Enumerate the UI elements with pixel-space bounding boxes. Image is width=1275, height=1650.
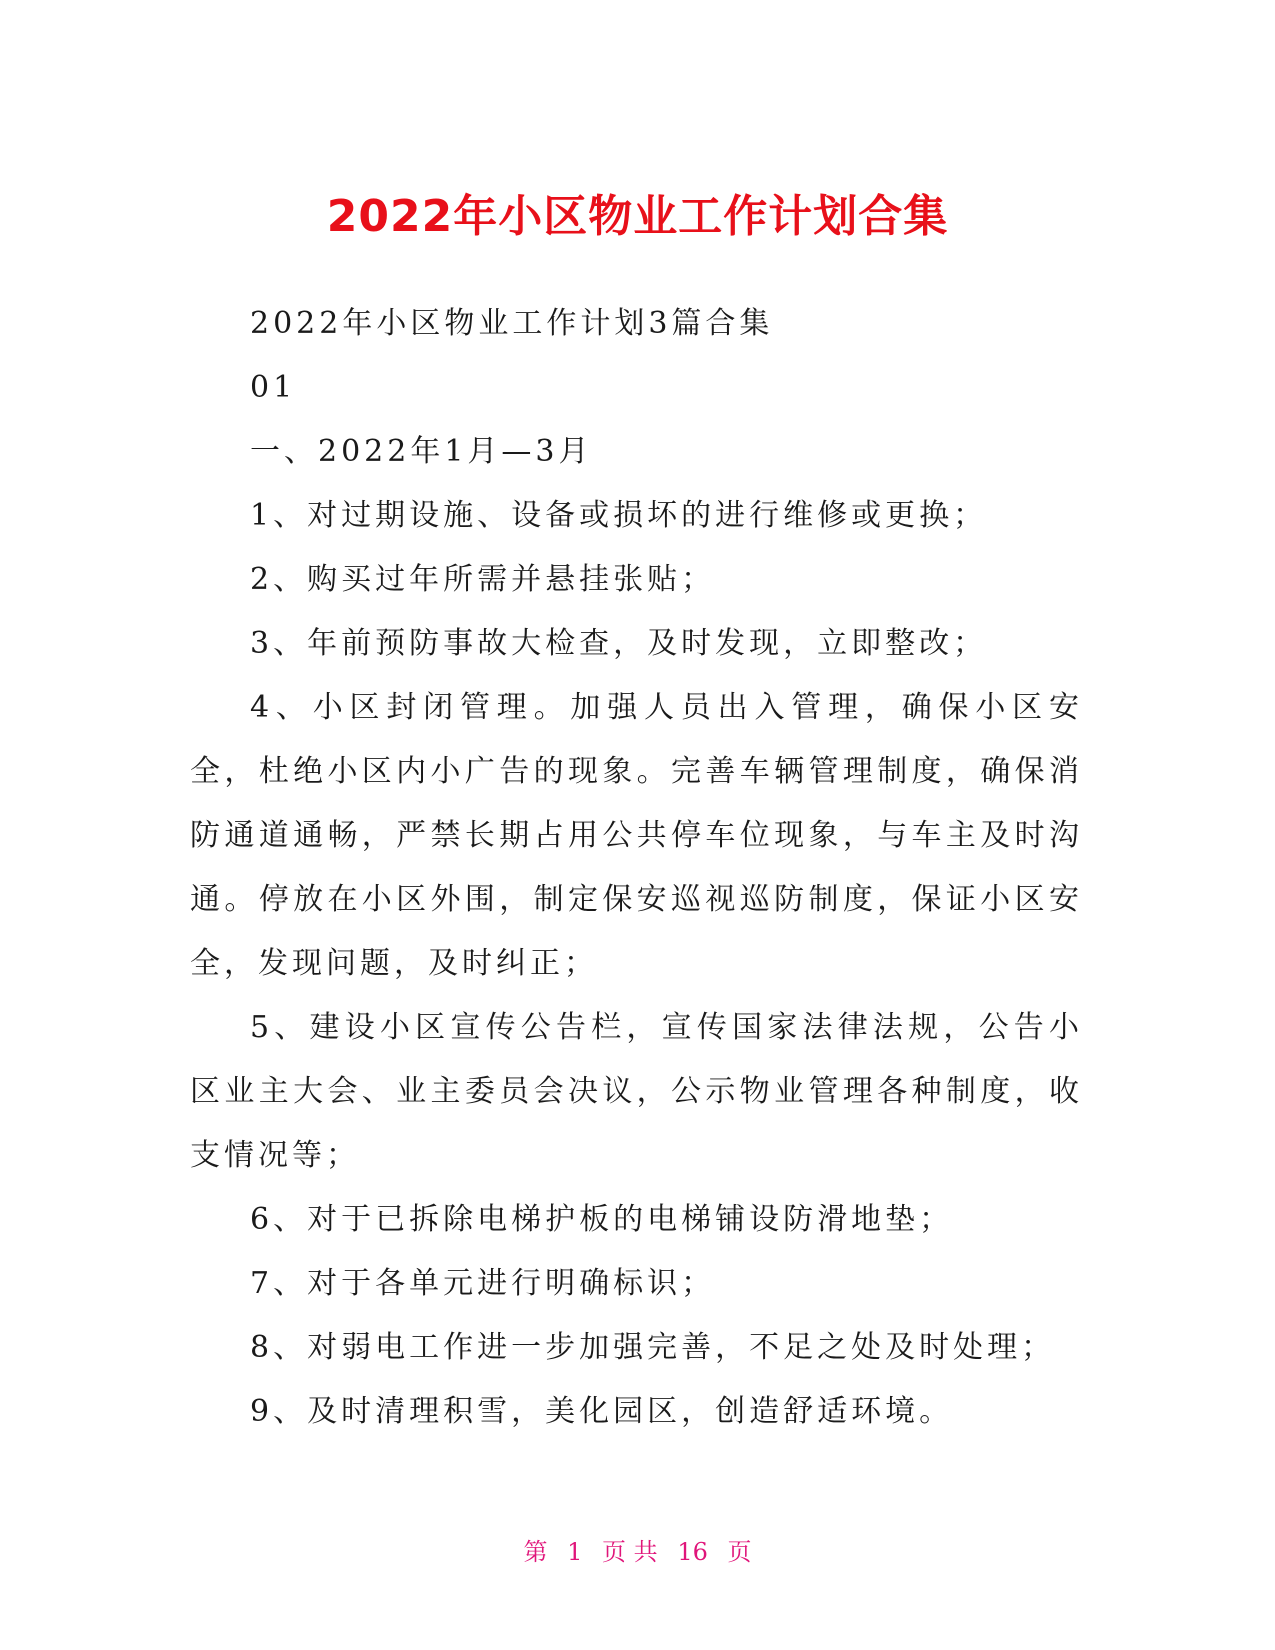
document-title: 2022年小区物业工作计划合集 — [326, 191, 949, 243]
paragraph-item-7: 7、对于各单元进行明确标识； — [250, 1266, 716, 1301]
paragraph-item-9: 9、及时清理积雪，美化园区，创造舒适环境。 — [250, 1394, 954, 1429]
paragraph-item-2: 2、购买过年所需并悬挂张贴； — [250, 562, 716, 597]
paragraph-item-6: 6、对于已拆除电梯护板的电梯铺设防滑地垫； — [250, 1202, 954, 1237]
footer-page-number: 1 — [567, 1538, 583, 1566]
paragraph-subtitle: 2022年小区物业工作计划3篇合集 — [250, 306, 774, 341]
footer-suffix: 页 — [727, 1538, 752, 1566]
footer-middle: 页 共 — [602, 1538, 658, 1566]
paragraph-section-number: 01 — [250, 370, 297, 405]
paragraph-item-5: 5、建设小区宣传公告栏，宣传国家法律法规，公告小区业主大会、业主委员会决议，公示物业管理各种制度，收支情况等； — [190, 1010, 1083, 1173]
paragraph-item-3: 3、年前预防事故大检查，及时发现，立即整改； — [250, 626, 988, 661]
document-body — [190, 292, 1083, 1444]
footer-total-pages: 16 — [677, 1538, 708, 1566]
page-footer — [0, 1536, 1275, 1568]
paragraph-section-heading: 一、2022年1月—3月 — [250, 434, 593, 469]
footer-prefix: 第 — [523, 1538, 548, 1566]
paragraph-item-4: 4、小区封闭管理。加强人员出入管理，确保小区安全，杜绝小区内小广告的现象。完善车辆管理制度，确保消防通道通畅，严禁长期占用公共停车位现象，与车主及时沟通。停放在小区外围，制定保安巡视巡防制度，保证小区安全，发现问题，及时纠正； — [190, 690, 1083, 981]
paragraph-item-8: 8、对弱电工作进一步加强完善，不足之处及时处理； — [250, 1330, 1056, 1365]
paragraph-item-1: 1、对过期设施、设备或损坏的进行维修或更换； — [250, 498, 988, 533]
